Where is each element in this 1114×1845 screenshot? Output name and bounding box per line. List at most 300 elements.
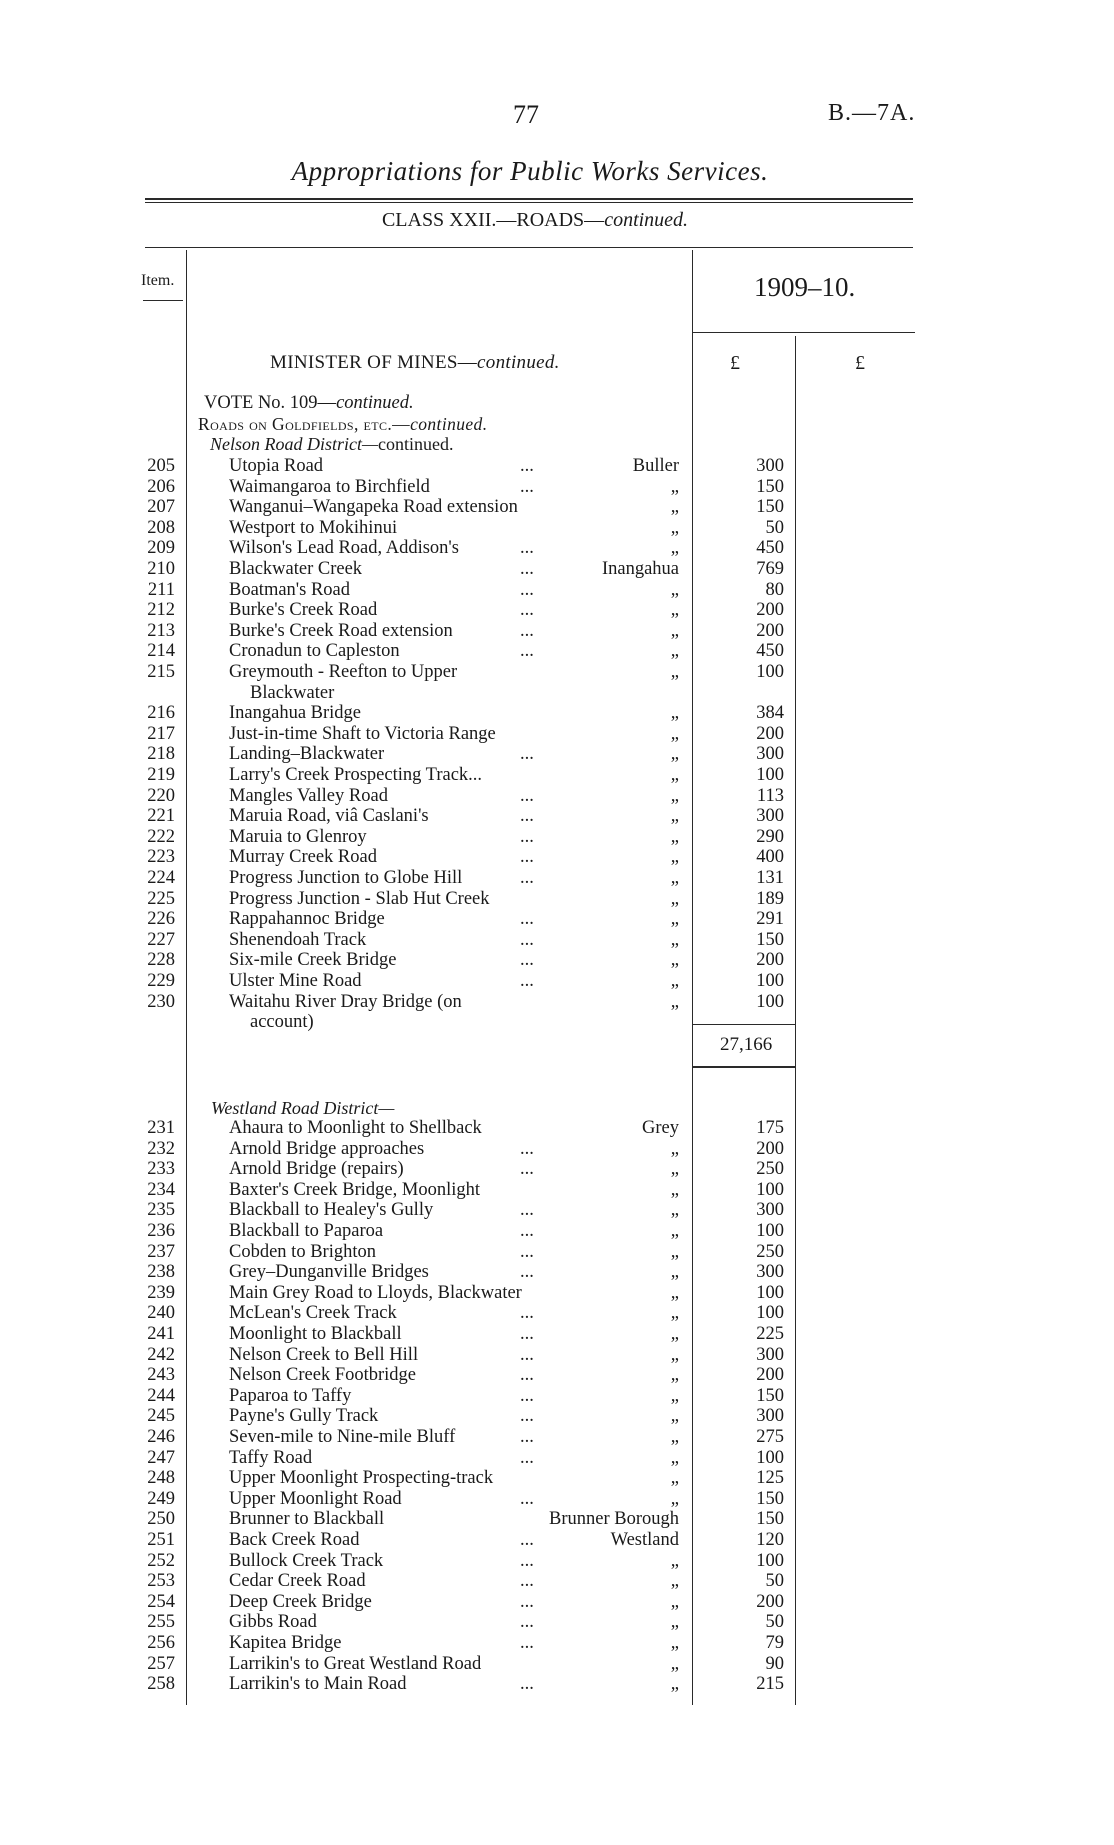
item-amount: 150 [756, 1488, 784, 1509]
table-row [0, 1324, 1114, 1345]
column-header-item: Item. [141, 272, 175, 289]
nelson-district-heading [210, 434, 454, 455]
item-amount: 131 [756, 868, 784, 888]
table-row [0, 1303, 1114, 1324]
minister-heading [270, 352, 560, 374]
class-rule [145, 247, 913, 248]
county-name: „ [670, 1200, 679, 1221]
table-row [0, 1283, 1114, 1304]
item-header-underline [143, 300, 183, 301]
county-name: „ [670, 785, 679, 806]
item-name: Burke's Creek Road [229, 600, 378, 621]
leader-dots: ... [520, 868, 534, 888]
vote-heading-suffix: continued. [336, 393, 414, 413]
county-name: „ [670, 1221, 679, 1241]
item-name: Kapitea Bridge [229, 1633, 342, 1653]
item-number: 243 [147, 1365, 175, 1386]
item-number: 231 [147, 1118, 175, 1138]
county-name: „ [670, 1674, 679, 1695]
item-number: 219 [147, 765, 175, 785]
item-name: Back Creek Road [229, 1530, 360, 1550]
item-name: Six-mile Creek Bridge [229, 950, 397, 971]
item-amount: 120 [756, 1530, 784, 1550]
item-amount: 200 [756, 1138, 784, 1159]
item-name: Larrikin's to Great Westland Road [229, 1653, 482, 1674]
item-name: Taffy Road [229, 1447, 313, 1468]
item-name: Cobden to Brighton [229, 1241, 376, 1262]
item-number: 239 [147, 1282, 175, 1303]
leader-dots: ... [520, 1488, 534, 1509]
item-number: 218 [147, 744, 175, 765]
page-number: 77 [513, 100, 539, 129]
table-row [0, 1386, 1114, 1407]
table-row [0, 1365, 1114, 1386]
table-row [0, 662, 1114, 683]
goldfields-subheading-suffix: continued. [410, 414, 488, 434]
county-name: „ [670, 1159, 679, 1180]
leader-dots: ... [520, 929, 534, 950]
item-amount: 80 [765, 579, 784, 600]
leader-dots: ... [520, 1530, 534, 1550]
item-name: Cronadun to Capleston [229, 641, 400, 662]
item-number: 220 [147, 785, 175, 806]
item-number: 245 [147, 1406, 175, 1427]
item-name: Nelson Creek to Bell Hill [229, 1344, 419, 1365]
county-name: „ [670, 1488, 679, 1509]
item-number: 225 [147, 888, 175, 909]
item-amount: 200 [756, 1365, 784, 1386]
item-amount: 200 [756, 620, 784, 641]
leader-dots: ... [520, 950, 534, 971]
item-amount: 215 [756, 1674, 784, 1695]
item-amount: 100 [756, 1550, 784, 1571]
item-amount: 250 [756, 1241, 784, 1262]
item-number: 226 [147, 909, 175, 930]
item-number: 228 [147, 950, 175, 971]
leader-dots: ... [520, 1633, 534, 1653]
item-amount: 450 [756, 538, 784, 559]
item-amount: 100 [756, 1179, 784, 1200]
page-title: Appropriations for Public Works Services. [291, 156, 769, 186]
item-number: 223 [147, 847, 175, 868]
class-title [0, 209, 1070, 232]
county-name: „ [670, 888, 679, 909]
item-amount: 450 [756, 641, 784, 662]
leader-dots: ... [520, 1550, 534, 1571]
table-row [0, 1448, 1114, 1469]
item-number: 235 [147, 1200, 175, 1221]
item-number: 248 [147, 1468, 175, 1489]
item-name: Main Grey Road to Lloyds, Blackwater [229, 1282, 522, 1303]
item-name: Larry's Creek Prospecting Track... [229, 765, 483, 785]
table-row [0, 1345, 1114, 1366]
county-name: „ [670, 950, 679, 971]
county-name: Brunner Borough [549, 1509, 679, 1530]
table-row [0, 847, 1114, 868]
item-amount: 50 [765, 1571, 784, 1592]
item-amount: 250 [756, 1159, 784, 1180]
table-row [0, 889, 1114, 910]
item-name: Blackball to Paparoa [229, 1221, 384, 1241]
item-name: Maruia Road, viâ Caslani's [229, 806, 429, 827]
county-name: „ [670, 1653, 679, 1674]
leader-dots: ... [520, 538, 534, 559]
item-name: Ulster Mine Road [229, 971, 362, 991]
item-name: Waimangaroa to Birchfield [229, 476, 430, 497]
table-row [0, 1159, 1114, 1180]
leader-dots: ... [520, 1674, 534, 1695]
item-number: 236 [147, 1221, 175, 1241]
leader-dots: ... [520, 806, 534, 827]
table-row [0, 1571, 1114, 1592]
item-name: Larrikin's to Main Road [229, 1674, 407, 1695]
item-number: 211 [147, 579, 175, 600]
item-number: 237 [147, 1241, 175, 1262]
leader-dots: ... [520, 971, 534, 991]
item-number: 227 [147, 929, 175, 950]
item-number: 224 [147, 868, 175, 888]
table-row [0, 1180, 1114, 1201]
county-name: „ [670, 662, 679, 682]
table-row [0, 1200, 1114, 1221]
item-name: Blackball to Healey's Gully [229, 1200, 434, 1221]
county-name: „ [670, 847, 679, 868]
item-number: 208 [147, 517, 175, 538]
item-number: 258 [147, 1674, 175, 1695]
table-row [0, 806, 1114, 827]
item-number: 253 [147, 1571, 175, 1592]
item-amount: 290 [756, 826, 784, 847]
county-name: „ [670, 1468, 679, 1489]
nelson-total: 27,166 [720, 1034, 773, 1055]
county-name: „ [670, 620, 679, 641]
county-name: „ [670, 538, 679, 559]
minister-heading-text: MINISTER OF MINES— [270, 352, 478, 373]
leader-dots: ... [520, 1406, 534, 1427]
leader-dots: ... [520, 1138, 534, 1159]
pound-sign-column-2: £ [855, 352, 865, 374]
county-name: „ [670, 476, 679, 497]
document-code: B.—7A. [828, 100, 916, 126]
goldfields-subheading-text: Roads on Goldfields, etc.— [198, 414, 411, 434]
county-name: „ [670, 1427, 679, 1447]
item-name: Paparoa to Taffy [229, 1385, 352, 1406]
item-amount: 200 [756, 723, 784, 744]
item-name: Shenendoah Track [229, 929, 367, 950]
item-amount: 100 [756, 1447, 784, 1468]
item-name-continuation: account) [250, 1012, 314, 1033]
item-name: Payne's Gully Track [229, 1406, 379, 1427]
item-number: 247 [147, 1447, 175, 1468]
county-name: „ [670, 600, 679, 621]
item-amount: 79 [765, 1633, 784, 1653]
item-number: 209 [147, 538, 175, 559]
table-row [0, 992, 1114, 1013]
item-amount: 200 [756, 1591, 784, 1612]
item-number: 234 [147, 1179, 175, 1200]
table-row [0, 744, 1114, 765]
item-number: 222 [147, 826, 175, 847]
table-row [0, 786, 1114, 807]
item-amount: 100 [756, 765, 784, 785]
item-number: 241 [147, 1324, 175, 1344]
item-amount: 200 [756, 950, 784, 971]
table-row [0, 1427, 1114, 1448]
item-number: 255 [147, 1612, 175, 1633]
item-amount: 113 [756, 785, 784, 806]
item-amount: 100 [756, 1282, 784, 1303]
item-name: Nelson Creek Footbridge [229, 1365, 417, 1386]
goldfields-subheading [198, 414, 487, 435]
county-name: „ [670, 497, 679, 518]
table-row [0, 518, 1114, 539]
item-name: Wilson's Lead Road, Addison's [229, 538, 459, 559]
leader-dots: ... [520, 600, 534, 621]
item-amount: 100 [756, 971, 784, 991]
item-name: Maruia to Glenroy [229, 826, 367, 847]
leader-dots: ... [520, 785, 534, 806]
leader-dots: ... [520, 909, 534, 930]
table-row [0, 1551, 1114, 1572]
item-name: Waitahu River Dray Bridge (on [229, 991, 462, 1012]
leader-dots: ... [520, 847, 534, 868]
item-number: 252 [147, 1550, 175, 1571]
table-row [0, 724, 1114, 745]
table-row [0, 827, 1114, 848]
county-name: „ [670, 909, 679, 930]
table-row [0, 950, 1114, 971]
header-rule-top-2 [145, 202, 913, 203]
table-row [0, 909, 1114, 930]
county-name: „ [670, 579, 679, 600]
item-number: 217 [147, 723, 175, 744]
table-row [0, 538, 1114, 559]
table-row [0, 930, 1114, 951]
item-name: Arnold Bridge (repairs) [229, 1159, 404, 1180]
item-number: 249 [147, 1488, 175, 1509]
item-amount: 150 [756, 1509, 784, 1530]
item-name: Mangles Valley Road [229, 785, 388, 806]
leader-dots: ... [520, 579, 534, 600]
county-name: „ [670, 1591, 679, 1612]
table-row [0, 477, 1114, 498]
item-number: 256 [147, 1633, 175, 1653]
county-name: „ [670, 971, 679, 991]
nelson-district-title: Nelson Road District— [210, 434, 379, 454]
column-header-year: 1909–10. [754, 272, 856, 302]
leader-dots: ... [520, 1612, 534, 1633]
leader-dots: ... [520, 1159, 534, 1180]
item-name-continuation: Blackwater [250, 682, 335, 703]
item-amount: 189 [756, 888, 784, 909]
table-row [0, 641, 1114, 662]
table-row [0, 765, 1114, 786]
table-row [0, 1654, 1114, 1675]
item-amount: 150 [756, 929, 784, 950]
item-number: 229 [147, 971, 175, 991]
item-name: Seven-mile to Nine-mile Bluff [229, 1427, 456, 1447]
total-rule-bottom [693, 1066, 795, 1068]
total-rule-top [693, 1024, 795, 1025]
table-row [0, 1262, 1114, 1283]
table-row [0, 497, 1114, 518]
county-name: Grey [642, 1118, 679, 1138]
minister-heading-suffix: continued. [477, 352, 560, 373]
item-amount: 291 [756, 909, 784, 930]
table-row [0, 621, 1114, 642]
item-name: Gibbs Road [229, 1612, 317, 1633]
item-number: 246 [147, 1427, 175, 1447]
item-number: 232 [147, 1138, 175, 1159]
item-name: Just-in-time Shaft to Victoria Range [229, 723, 496, 744]
leader-dots: ... [520, 1344, 534, 1365]
item-number: 207 [147, 497, 175, 518]
county-name: „ [670, 1138, 679, 1159]
item-name: Arnold Bridge approaches [229, 1138, 425, 1159]
table-row [0, 1489, 1114, 1510]
pound-sign-column-1: £ [730, 352, 740, 374]
county-name: „ [670, 1282, 679, 1303]
item-amount: 275 [756, 1427, 784, 1447]
item-number: 205 [147, 456, 175, 476]
item-amount: 100 [756, 662, 784, 682]
table-row [0, 868, 1114, 889]
item-number: 240 [147, 1303, 175, 1324]
item-name: Upper Moonlight Road [229, 1488, 402, 1509]
table-row [0, 1118, 1114, 1139]
county-name: „ [670, 1406, 679, 1427]
leader-dots: ... [520, 1241, 534, 1262]
county-name: „ [670, 1303, 679, 1324]
county-name: „ [670, 1571, 679, 1592]
county-name: „ [670, 1179, 679, 1200]
county-name: „ [670, 1241, 679, 1262]
county-name: Inangahua [601, 559, 679, 579]
table-row [0, 1242, 1114, 1263]
item-amount: 150 [756, 497, 784, 518]
item-name: Burke's Creek Road extension [229, 620, 453, 641]
item-name: Cedar Creek Road [229, 1571, 366, 1592]
table-row [0, 703, 1114, 724]
county-name: „ [670, 1550, 679, 1571]
item-name: Upper Moonlight Prospecting-track [229, 1468, 494, 1489]
item-name: Wanganui–Wangapeka Road extension [229, 497, 518, 518]
item-name: Bullock Creek Track [229, 1550, 384, 1571]
county-name: „ [670, 1612, 679, 1633]
item-number: 212 [147, 600, 175, 621]
county-name: „ [670, 641, 679, 662]
table-row [0, 1592, 1114, 1613]
item-number: 206 [147, 476, 175, 497]
item-name: Progress Junction - Slab Hut Creek [229, 888, 490, 909]
leader-dots: ... [520, 456, 534, 476]
county-name: „ [670, 1365, 679, 1386]
item-number: 257 [147, 1653, 175, 1674]
item-amount: 200 [756, 600, 784, 621]
item-number: 254 [147, 1591, 175, 1612]
county-name: „ [670, 1324, 679, 1344]
leader-dots: ... [520, 1324, 534, 1344]
item-amount: 400 [756, 847, 784, 868]
table-row [0, 1139, 1114, 1160]
item-amount: 225 [756, 1324, 784, 1344]
item-name: Baxter's Creek Bridge, Moonlight [229, 1179, 480, 1200]
county-name: „ [670, 806, 679, 827]
leader-dots: ... [520, 744, 534, 765]
leader-dots: ... [520, 1591, 534, 1612]
item-amount: 300 [756, 744, 784, 765]
item-amount: 300 [756, 456, 784, 476]
item-amount: 100 [756, 1221, 784, 1241]
item-name: Moonlight to Blackball [229, 1324, 402, 1344]
leader-dots: ... [520, 620, 534, 641]
leader-dots: ... [520, 1262, 534, 1283]
item-amount: 384 [756, 703, 784, 724]
item-amount: 50 [765, 517, 784, 538]
item-name: Rappahannoc Bridge [229, 909, 385, 930]
westland-district-heading: Westland Road District— [211, 1098, 395, 1118]
table-row [0, 1468, 1114, 1489]
header-rule-top [145, 198, 913, 200]
item-amount: 100 [756, 1303, 784, 1324]
table-row-continuation [0, 683, 1114, 704]
table-row [0, 1530, 1114, 1551]
county-name: „ [670, 1385, 679, 1406]
item-name: Brunner to Blackball [229, 1509, 385, 1530]
vote-heading [204, 393, 414, 414]
item-number: 221 [147, 806, 175, 827]
county-name: „ [670, 517, 679, 538]
item-name: Boatman's Road [229, 579, 350, 600]
item-amount: 300 [756, 806, 784, 827]
county-name: „ [670, 991, 679, 1012]
leader-dots: ... [520, 1303, 534, 1324]
item-amount: 300 [756, 1406, 784, 1427]
item-name: Utopia Road [229, 456, 324, 476]
item-number: 244 [147, 1385, 175, 1406]
table-row [0, 971, 1114, 992]
county-name: „ [670, 929, 679, 950]
item-amount: 100 [756, 991, 784, 1012]
item-number: 242 [147, 1344, 175, 1365]
leader-dots: ... [520, 476, 534, 497]
item-amount: 300 [756, 1200, 784, 1221]
item-amount: 90 [765, 1653, 784, 1674]
table-row [0, 600, 1114, 621]
table-row [0, 456, 1114, 477]
class-title-text: CLASS XXII.—ROADS— [381, 209, 605, 231]
table-row [0, 559, 1114, 580]
item-number: 210 [147, 559, 175, 579]
item-number: 251 [147, 1530, 175, 1550]
item-number: 213 [147, 620, 175, 641]
leader-dots: ... [520, 1200, 534, 1221]
nelson-district-suffix: continued. [378, 434, 454, 454]
leader-dots: ... [520, 1221, 534, 1241]
county-name: „ [670, 765, 679, 785]
item-name: Murray Creek Road [229, 847, 377, 868]
item-number: 230 [147, 991, 175, 1012]
table-row [0, 1633, 1114, 1654]
leader-dots: ... [520, 1447, 534, 1468]
item-number: 216 [147, 703, 175, 724]
item-number: 215 [147, 662, 175, 682]
leader-dots: ... [520, 641, 534, 662]
table-row [0, 1406, 1114, 1427]
leader-dots: ... [520, 1571, 534, 1592]
item-amount: 300 [756, 1262, 784, 1283]
vote-heading-text: VOTE No. 109— [204, 393, 337, 413]
